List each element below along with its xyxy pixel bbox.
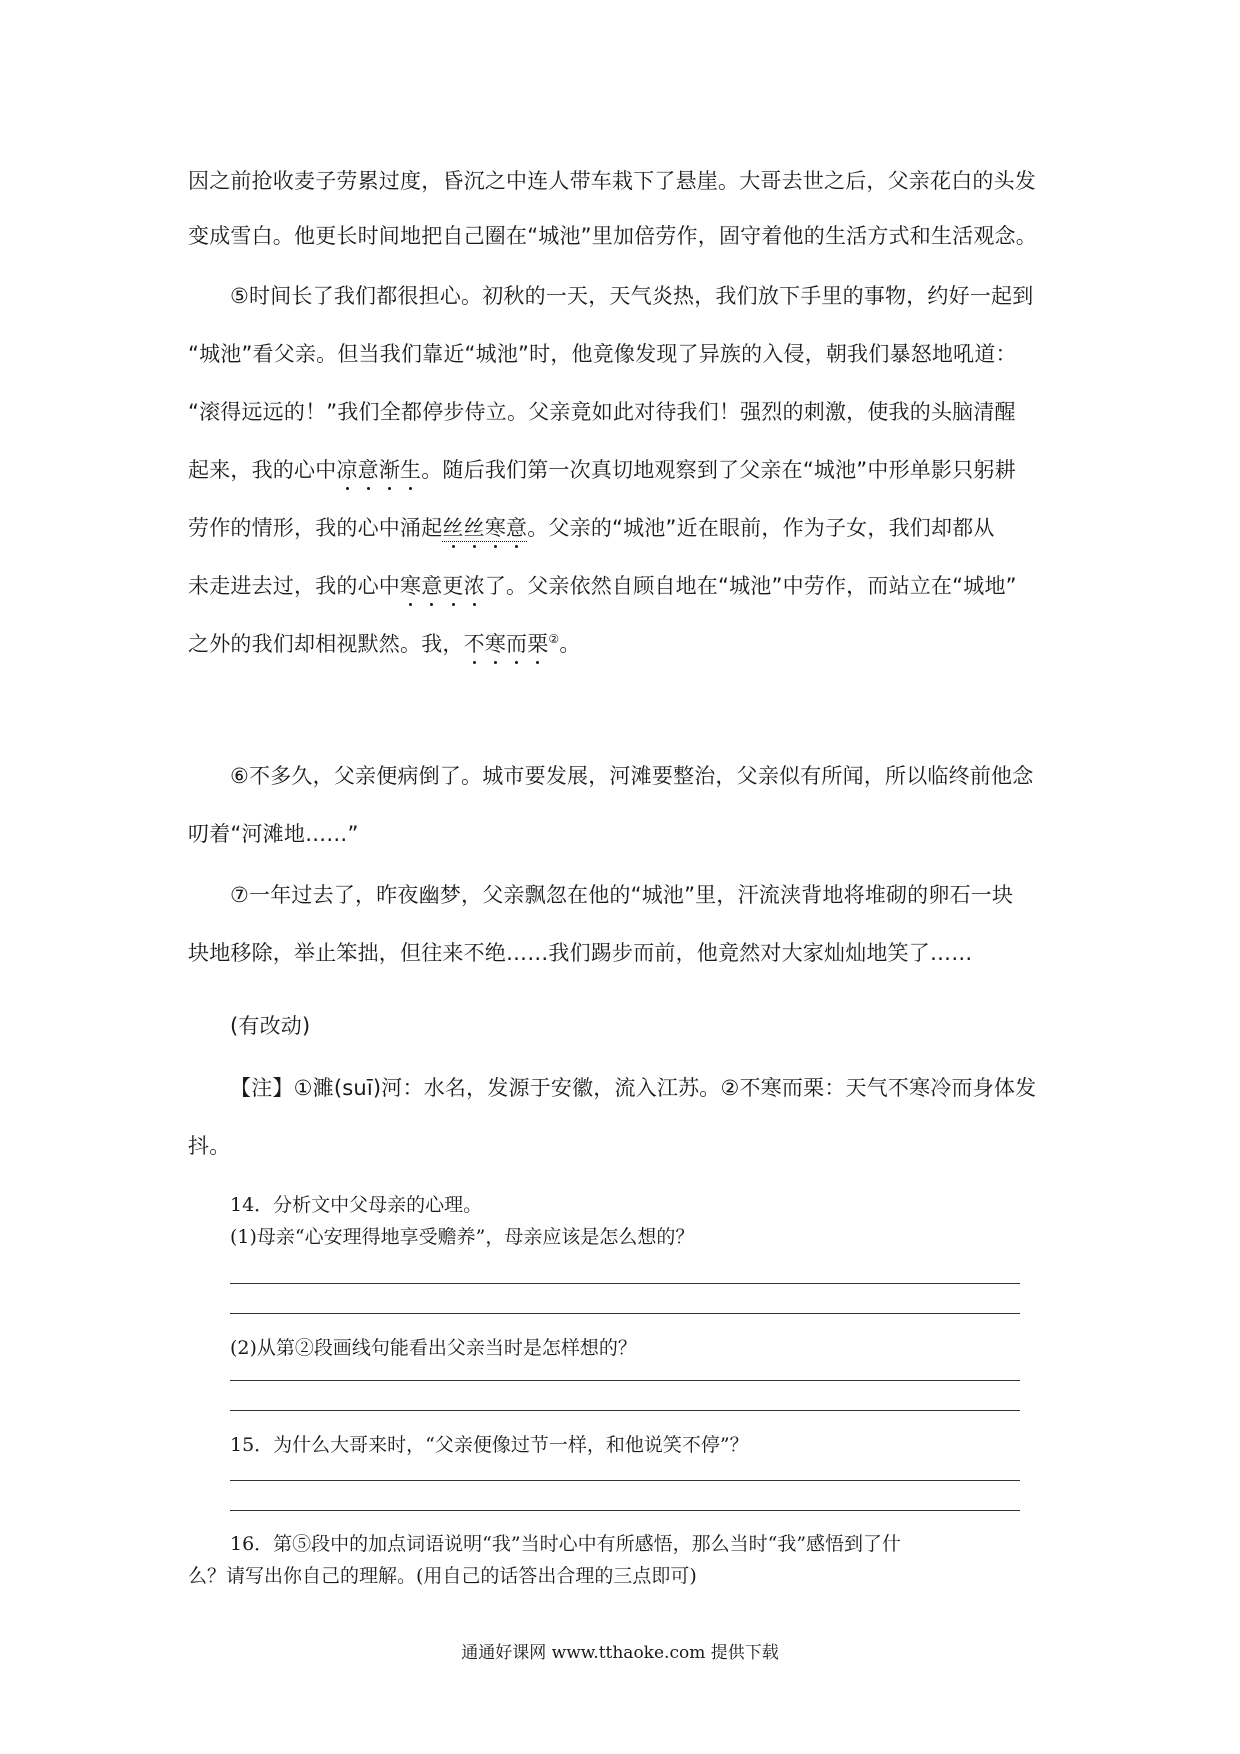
text-segment: 劳作的情形，我的心中涌起 <box>188 516 443 540</box>
passage-p5-line4 <box>188 455 1060 485</box>
footnote-mark: ② <box>548 632 560 646</box>
passage-p4-line1: 因之前抢收麦子劳累过度，昏沉之中连人带车栽下了悬崖。大哥去世之后，父亲花白的头发 <box>188 169 1036 193</box>
text-segment: 。 <box>559 632 581 656</box>
footnote-line2: 抖。 <box>188 1134 231 1158</box>
dotted-char: 寒 <box>484 632 507 656</box>
question-14-2: (2)从第②段画线句能看出父亲当时是怎样想的？ <box>230 1337 637 1359</box>
dotted-char: 不 <box>463 632 485 656</box>
text-segment: 之外的我们却相视默然。我， <box>188 632 464 656</box>
passage-p5-line5 <box>188 513 1060 543</box>
page-footer: 通通好课网 www.tthaoke.com 提供下载 <box>461 1643 779 1663</box>
passage-p7-line1: ⑦一年过去了，昨夜幽梦，父亲飘忽在他的“城池”里，汗流浃背地将堆砌的卵石一块 <box>230 883 1014 907</box>
passage-p5-line1: ⑤时间长了我们都很担心。初秋的一天，天气炎热，我们放下手里的事物，约好一起到 <box>230 284 1034 308</box>
dotted-char: 凉 <box>336 458 358 482</box>
dotted-char: 浓 <box>463 574 485 598</box>
question-14: 14．分析文中父母亲的心理。 <box>230 1194 483 1216</box>
answer-line[interactable] <box>230 1283 1020 1284</box>
revision-note: (有改动) <box>230 1014 311 1038</box>
passage-p6-line1: ⑥不多久，父亲便病倒了。城市要发展，河滩要整治，父亲似有所闻，所以临终前他念 <box>230 764 1034 788</box>
answer-line[interactable] <box>230 1510 1020 1511</box>
question-15: 15．为什么大哥来时，“父亲便像过节一样，和他说笑不停”？ <box>230 1434 749 1456</box>
dotted-char: 渐 <box>378 458 401 482</box>
passage-p5-line2: “城池”看父亲。但当我们靠近“城池”时，他竟像发现了异族的入侵，朝我们暴怒地吼道： <box>188 342 1017 366</box>
dotted-char: 意 <box>421 574 443 598</box>
question-14-1: (1)母亲“心安理得地享受赡养”，母亲应该是怎么想的？ <box>230 1226 695 1248</box>
dotted-char: 生 <box>400 458 422 482</box>
passage-p5-line3: “滚得远远的！”我们全都停步侍立。父亲竟如此对待我们！强烈的刺激，使我的头脑清醒 <box>188 400 1016 424</box>
text-segment: 未走进去过，我的心中 <box>188 574 400 598</box>
dotted-char: 意 <box>357 458 379 482</box>
answer-line[interactable] <box>230 1380 1020 1381</box>
dotted-char: 寒 <box>484 516 507 540</box>
text-segment: 。随后我们第一次真切地观察到了父亲在“城池”中形单影只躬耕 <box>421 458 1016 482</box>
question-16-line2: 么？请写出你自己的理解。(用自己的话答出合理的三点即可) <box>188 1565 697 1587</box>
dotted-char: 寒 <box>400 574 422 598</box>
dotted-char: 栗 <box>527 632 549 656</box>
text-segment: 了。父亲依然自顾自地在“城池”中劳作，而站立在“城地” <box>484 574 1017 598</box>
passage-p7-line2: 块地移除，举止笨拙，但往来不绝……我们踢步而前，他竟然对大家灿灿地笑了…… <box>188 941 973 965</box>
dotted-char: 而 <box>506 632 528 656</box>
dotted-char: 更 <box>442 574 464 598</box>
text-segment: 起来，我的心中 <box>188 458 337 482</box>
text-segment: 。父亲的“城池”近在眼前，作为子女，我们却都从 <box>527 516 995 540</box>
passage-p4-line2: 变成雪白。他更长时间地把自己圈在“城池”里加倍劳作，固守着他的生活方式和生活观念。 <box>188 224 1037 248</box>
question-16-line1: 16．第⑤段中的加点词语说明“我”当时心中有所感悟，那么当时“我”感悟到了什 <box>230 1533 902 1555</box>
passage-p5-line7 <box>188 629 1060 659</box>
dotted-char: 意 <box>506 516 528 540</box>
dotted-char: 丝 <box>442 516 464 540</box>
underlined-phrase <box>442 516 527 542</box>
footnote-line1: 【注】①濉(suī)河：水名，发源于安徽，流入江苏。②不寒而栗：天气不寒冷而身体发 <box>230 1076 1037 1100</box>
answer-line[interactable] <box>230 1313 1020 1314</box>
passage-p5-line6 <box>188 571 1060 601</box>
answer-line[interactable] <box>230 1480 1020 1481</box>
dotted-char: 丝 <box>463 516 485 540</box>
passage-p6-line2: 叨着“河滩地……” <box>188 822 359 846</box>
answer-line[interactable] <box>230 1410 1020 1411</box>
